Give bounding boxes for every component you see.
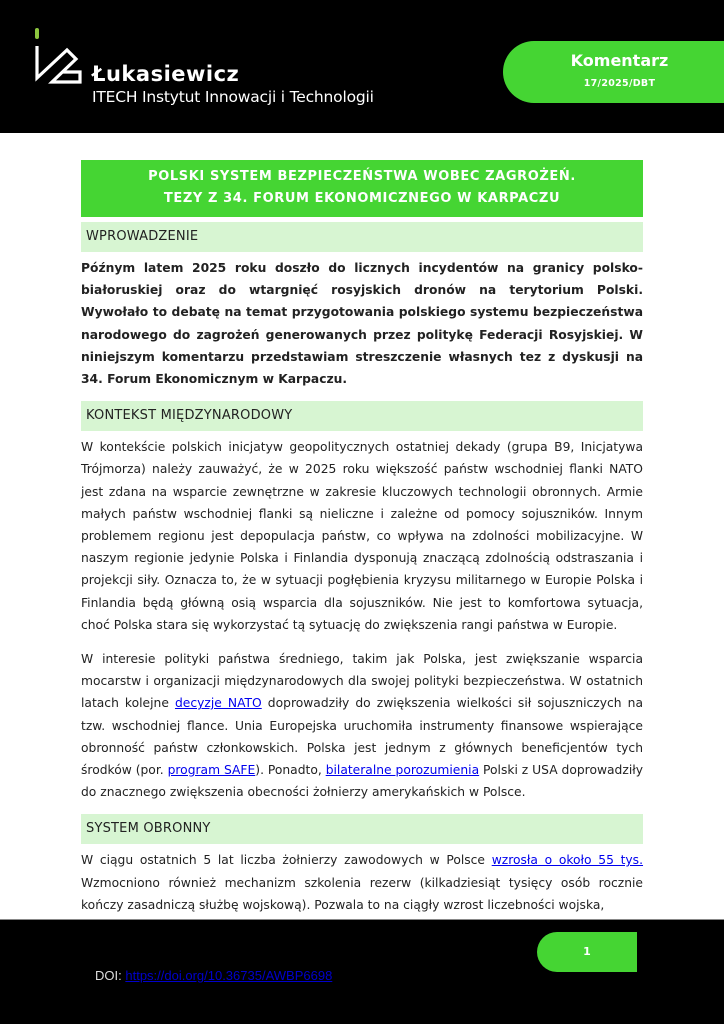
paragraph <box>81 648 643 803</box>
doi-link[interactable]: https://doi.org/10.36735/AWBP6698 <box>125 968 333 983</box>
link-wzrost-zolnierzy[interactable]: wzrosła o około 55 tys. <box>491 853 644 868</box>
document-body <box>81 160 643 916</box>
text: W interesie polityki państwa średniego, takim jak Polska, jest zwiększanie wsparcia mocarstw i organizacji międzynarodowych dla swojej polityki bezpieczeństwa. W ostatnich latach kolejne <box>81 652 643 711</box>
document-type-badge <box>503 41 724 103</box>
text: W ciągu ostatnich 5 lat liczba żołnierzy zawodowych w Polsce <box>81 853 492 868</box>
page-footer <box>0 919 724 1024</box>
document-number: 17/2025/DBT <box>583 78 656 89</box>
link-decyzje-nato[interactable]: decyzje NATO <box>174 696 262 711</box>
section-heading-system-obronny: SYSTEM OBRONNY <box>81 814 643 844</box>
link-program-safe[interactable]: program SAFE <box>167 763 256 778</box>
text: Polski z USA doprowadziły do znacznego zwiększenia obecności żołnierzy amerykańskich w Polsce. <box>81 763 644 800</box>
lukasiewicz-logo-icon <box>32 26 84 86</box>
text: ). Ponadto, <box>255 763 326 778</box>
org-name: Łukasiewicz <box>92 62 240 86</box>
paragraph <box>81 849 643 916</box>
paragraph: W kontekście polskich inicjatyw geopolitycznych ostatniej dekady (grupa B9, Inicjatywa Trójmorza) należy zauważyć, że w 2025 roku większość państw wschodniej flanki NATO jest zdana na wsparcie zewnętrzne w zakresie kluczowych technologii obronnych. Armie małych państw wschodniej flanki są nieliczne i zależne od pomocy sojuszników. Innym problemem regionu jest depopulacja państw, co wpływa na zdolności mobilizacyjne. W naszym regionie jedynie Polska i Finlandia dysponują znaczącą zdolnością odstraszania i projekcji siły. Oznacza to, że w sytuacji pogłębienia kryzysu militarnego w Europie Polska i Finlandia będą główną osią wsparcia dla sojuszników. Nie jest to komfortowa sytuacja, choć Polska stara się wykorzystać tą sytuację do zwiększenia rangi państwa w Europie. <box>81 440 643 632</box>
text: doprowadziły do zwiększenia wielkości sił sojuszniczych na tzw. wschodniej flance. Unia Europejska uruchomiła instrumenty finansowe wspierające obronność państw członkowskich. Polska jest jednym z głównych beneficjentów tych środków (por. <box>81 696 643 778</box>
page-header <box>0 0 724 133</box>
link-bilateralne-porozumienia[interactable]: bilateralne porozumienia <box>325 763 480 778</box>
document-type: Komentarz <box>570 51 669 70</box>
document-title <box>81 160 643 217</box>
intro-paragraph: Późnym latem 2025 roku doszło do licznych incydentów na granicy polsko-białoruskiej oraz do wtargnięć rosyjskich dronów na terytorium Polski. Wywołało to debatę na temat przygotowania polskiego systemu bezpieczeństwa narodowego do zagrożeń generowanych przez politykę Federacji Rosyjskiej. W niniejszym komentarzu przedstawiam streszczenie własnych tez z dyskusji na 34. Forum Ekonomicznym w Karpaczu. <box>81 261 643 387</box>
text: Wzmocniono również mechanizm szkolenia rezerw (kilkadziesiąt tysięcy osób rocznie kończy zasadniczą służbę wojskową). Pozwala to na ciągły wzrost liczebności wojska, <box>81 875 643 912</box>
title-line-1: POLSKI SYSTEM BEZPIECZEŃSTWA WOBEC ZAGROŻEŃ. <box>148 169 576 184</box>
page-number: 1 <box>537 932 637 972</box>
title-line-2: TEZY Z 34. FORUM EKONOMICZNEGO W KARPACZU <box>163 191 561 206</box>
section-heading-wprowadzenie: WPROWADZENIE <box>81 222 643 252</box>
doi <box>95 968 332 983</box>
doi-label: DOI: <box>95 968 122 983</box>
section-heading-kontekst: KONTEKST MIĘDZYNARODOWY <box>81 401 643 431</box>
institute-name: ITECH Instytut Innowacji i Technologii <box>92 88 374 106</box>
